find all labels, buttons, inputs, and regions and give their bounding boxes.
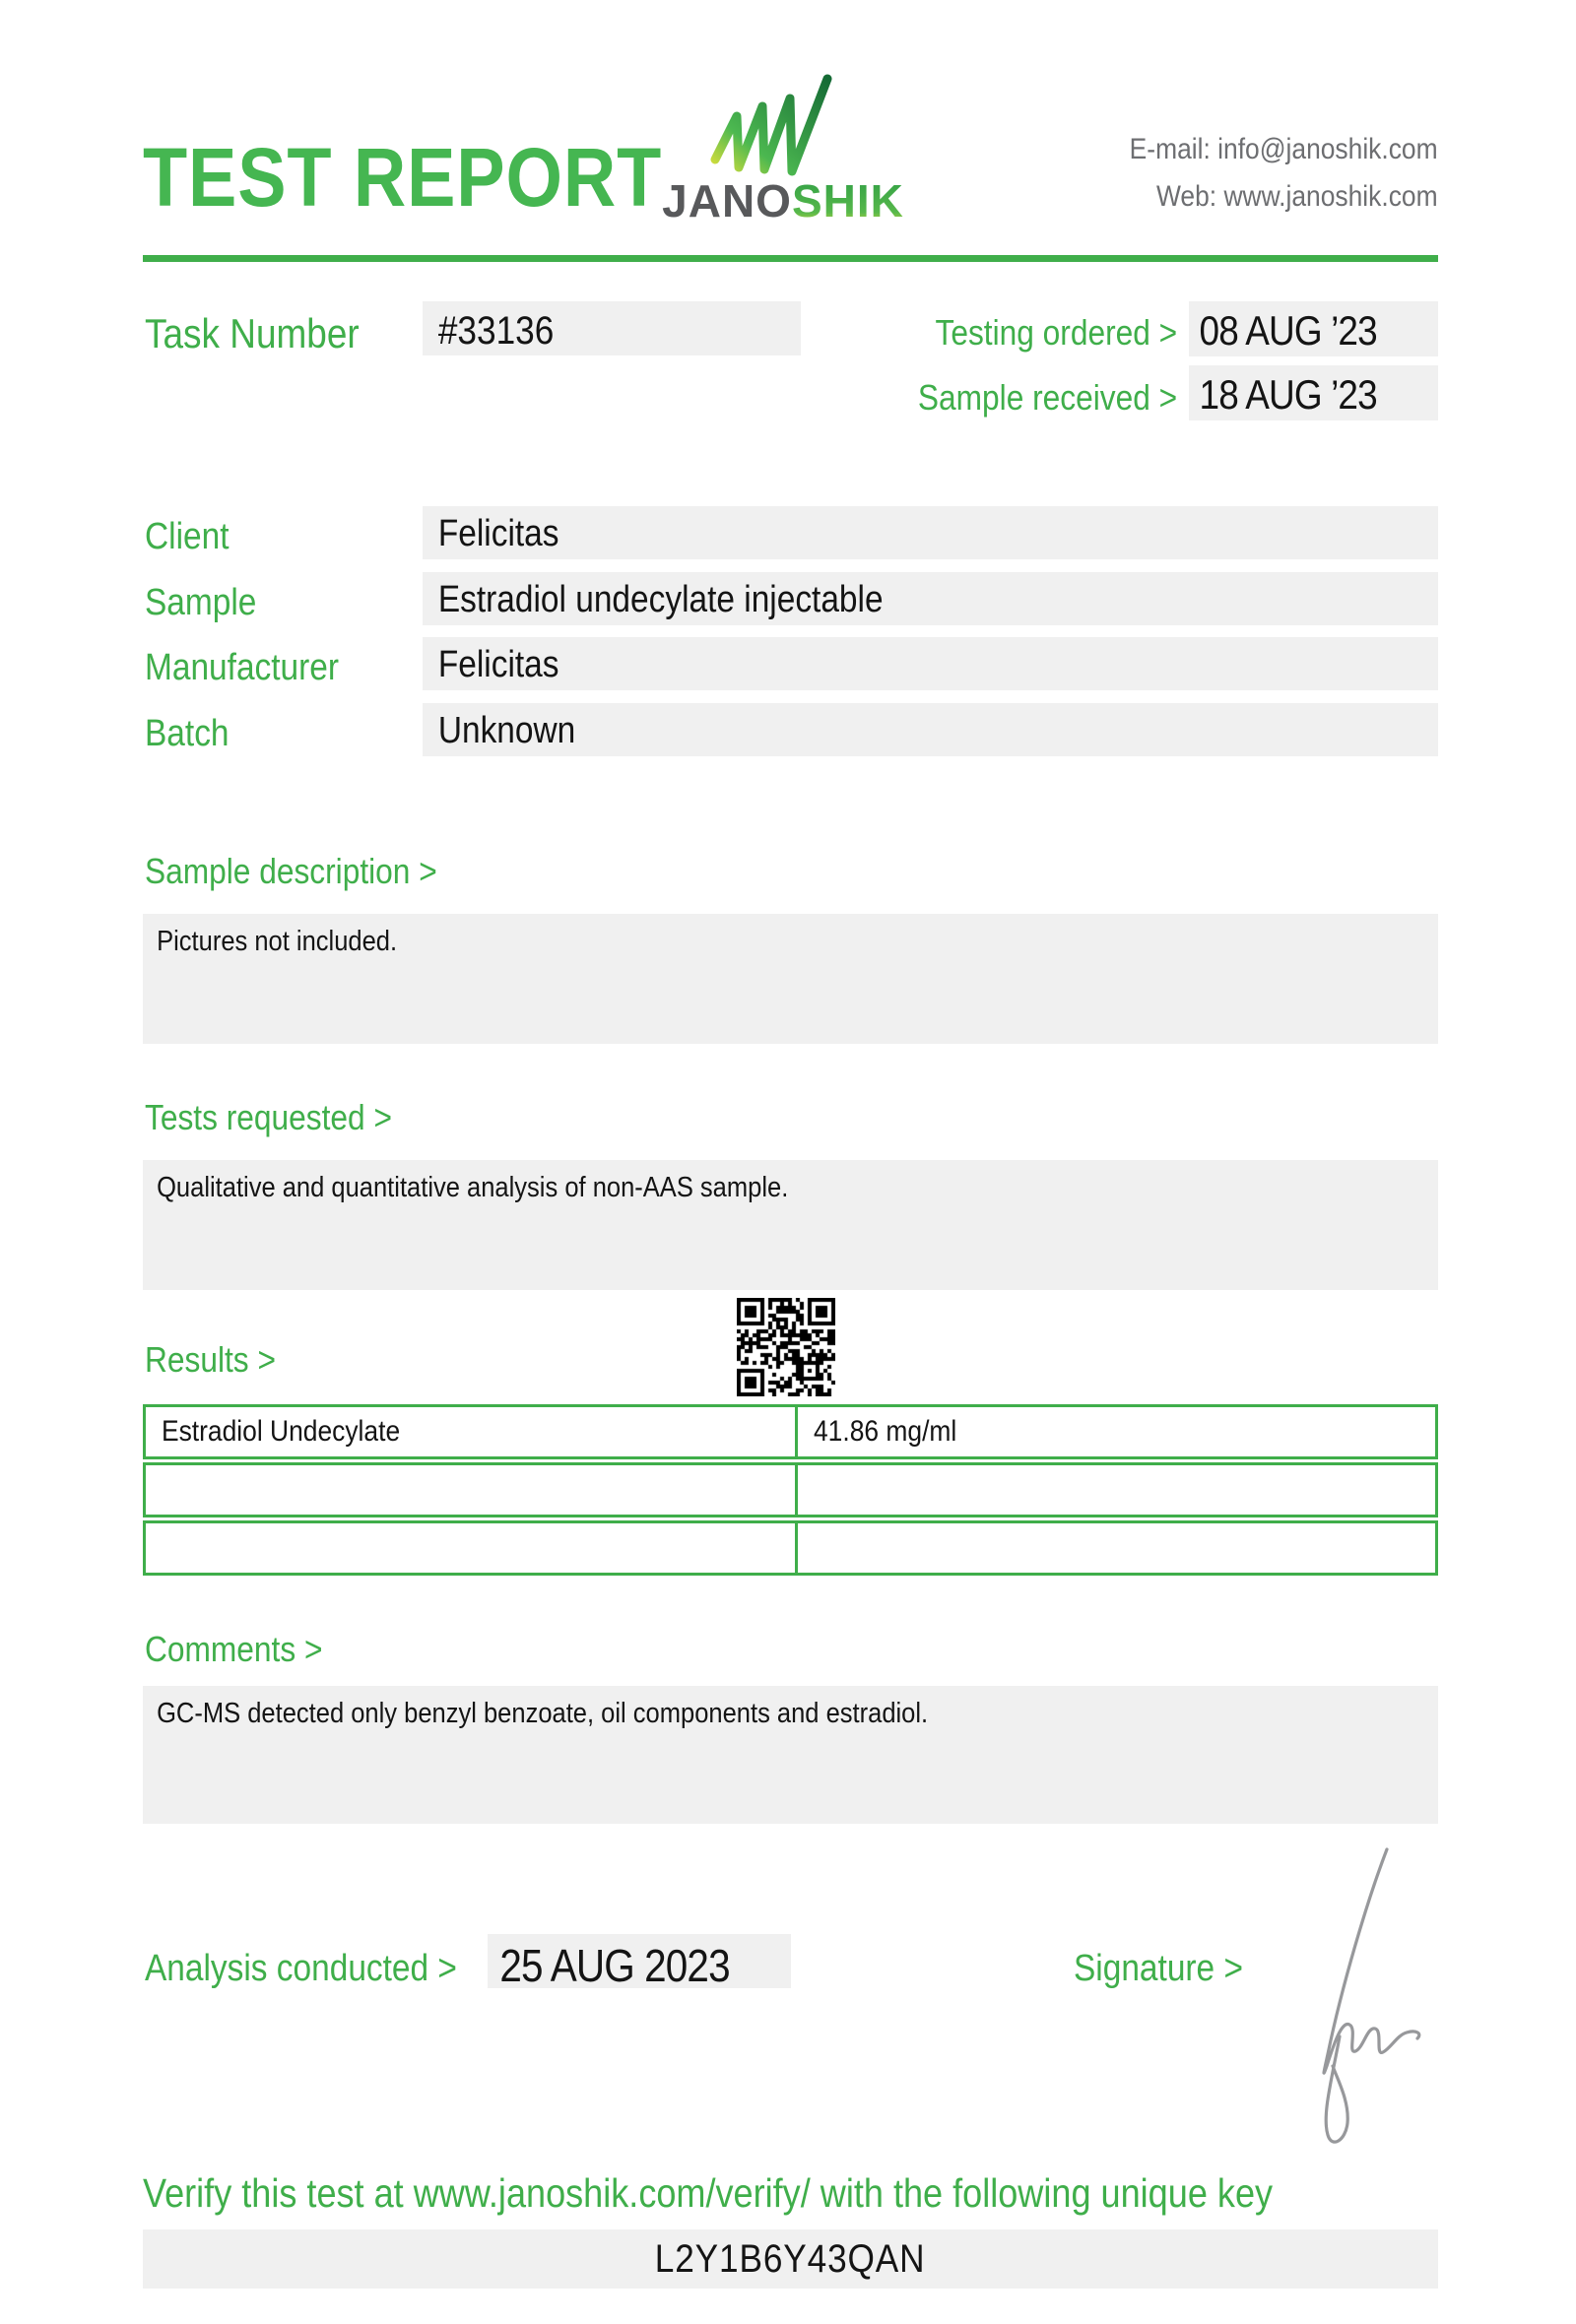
results-heading: Results > [145,1339,276,1380]
sample-label: Sample [145,582,257,623]
batch-value: Unknown [423,703,1438,756]
results-row [143,1404,1438,1459]
comments-heading: Comments > [145,1629,323,1669]
results-table [143,1404,1438,1579]
analyte-cell [146,1523,798,1573]
verify-key: L2Y1B6Y43QAN [655,2236,926,2281]
task-number-value: #33136 [423,301,801,355]
page-title-text: TEST REPORT [143,131,663,224]
results-row [143,1462,1438,1517]
contact-web: Web: www.janoshik.com [1156,180,1438,213]
verify-key-box [143,2229,1438,2289]
janoshik-logo [658,63,908,226]
sample-description-heading: Sample description > [145,851,437,891]
testing-ordered-value: 08 AUG ’23 [1189,301,1438,356]
manufacturer-value: Felicitas [423,637,1438,690]
sample-description-box: Pictures not included. [143,914,1438,1044]
sample-received-label: Sample received > [917,377,1177,418]
logo-chart-icon [658,63,908,226]
client-value: Felicitas [423,506,1438,559]
contact-block [1087,126,1438,221]
result-value-cell [798,1523,1435,1573]
task-number-label: Task Number [145,310,360,356]
result-value-cell: 41.86 mg/ml [814,1415,957,1448]
logo-wordmark: JANOSHIK [662,175,904,226]
analyte-cell: Estradiol Undecylate [146,1407,798,1456]
tests-requested-box: Qualitative and quantitative analysis of non-AAS sample. [143,1160,1438,1290]
testing-ordered-label: Testing ordered > [935,312,1177,353]
client-label: Client [145,516,230,557]
header-divider [143,255,1438,262]
comments-box: GC-MS detected only benzyl benzoate, oil components and estradiol. [143,1686,1438,1824]
signature-label: Signature > [1074,1948,1243,1989]
signature-image [1261,1840,1448,2164]
analysis-date-value: 25 AUG 2023 [488,1934,791,1988]
analyte-cell [146,1465,798,1515]
batch-label: Batch [145,713,230,754]
contact-email: E-mail: info@janoshik.com [1130,133,1438,165]
qr-code [737,1298,835,1396]
verify-instruction: Verify this test at www.janoshik.com/verify/ with the following unique key [143,2170,1274,2216]
sample-value: Estradiol undecylate injectable [423,572,1438,625]
tests-requested-heading: Tests requested > [145,1097,392,1137]
page-title [143,131,733,224]
results-row [143,1520,1438,1576]
manufacturer-label: Manufacturer [145,647,340,688]
sample-received-value: 18 AUG ’23 [1189,365,1438,420]
analysis-conducted-label: Analysis conducted > [145,1948,457,1989]
result-value-cell [798,1465,1435,1515]
